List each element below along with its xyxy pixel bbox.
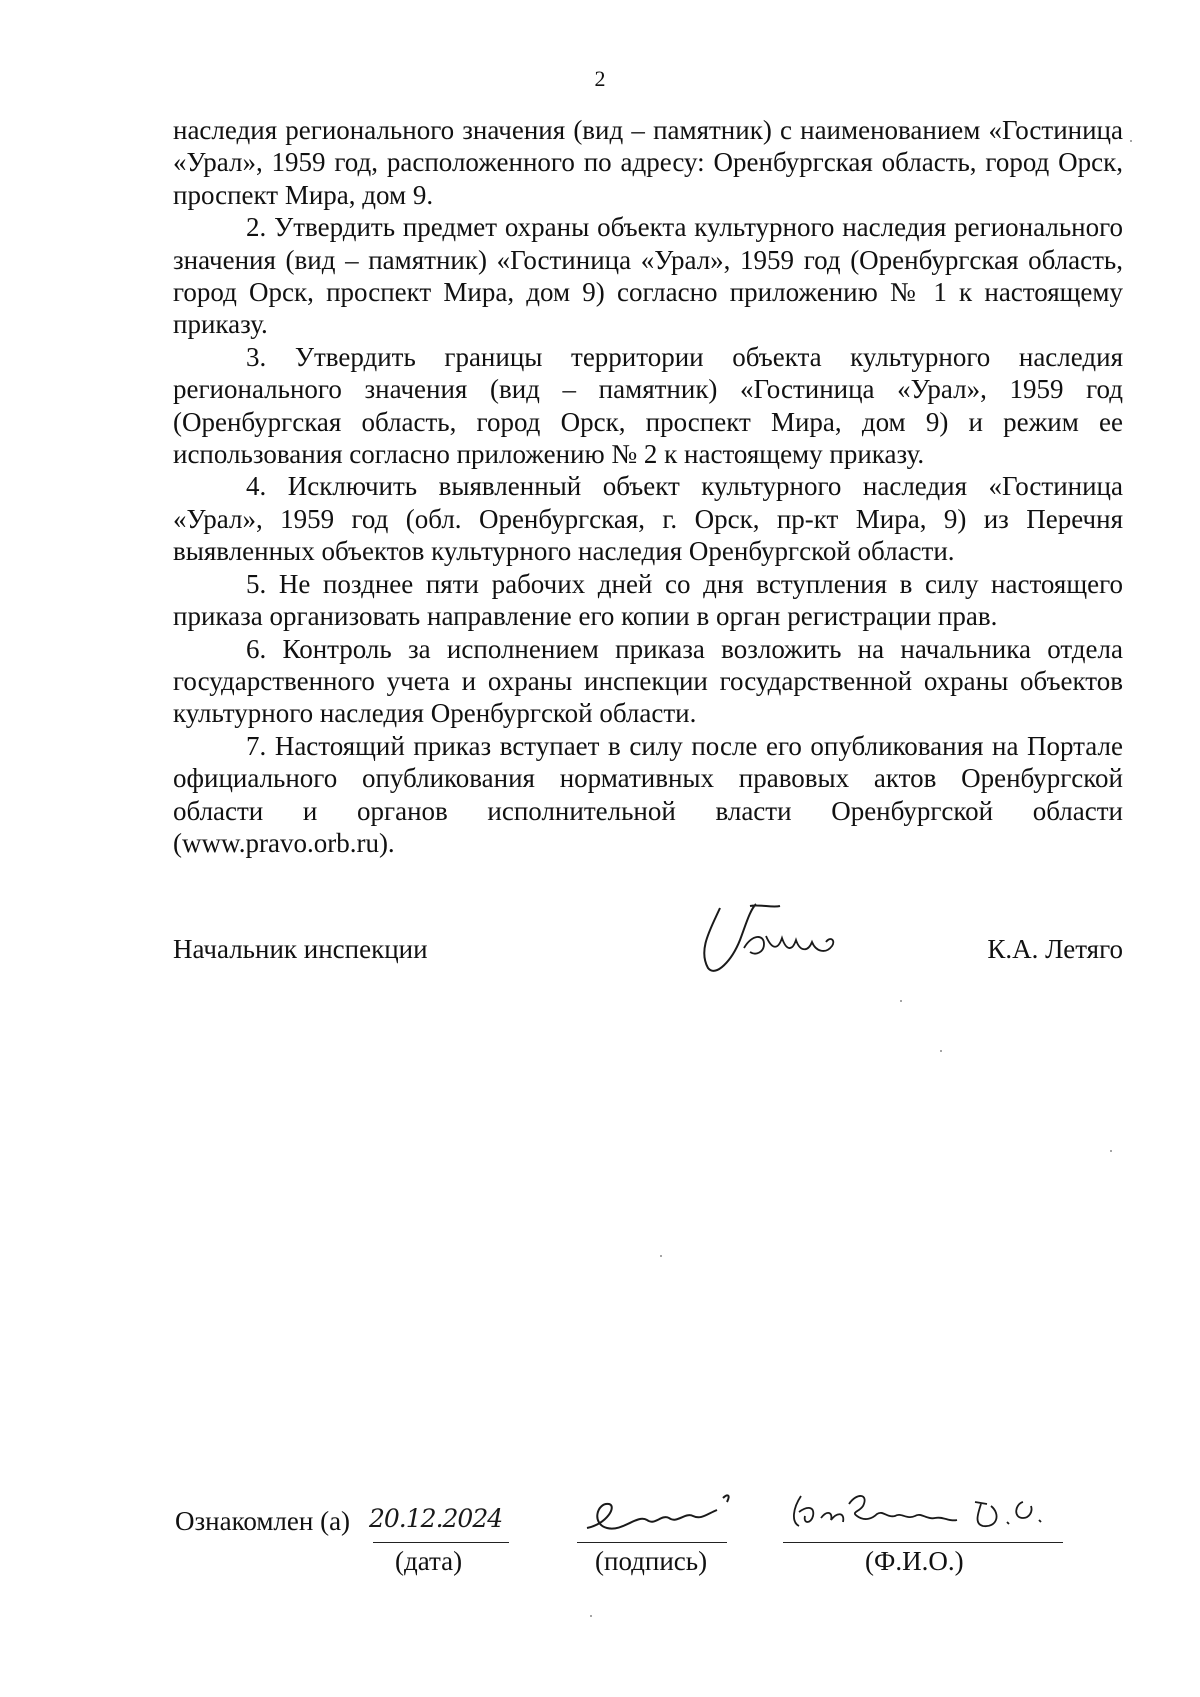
paragraph-item-3: 3. Утвердить границы территории объекта культурного наследия регионального значения (вид – памятник) «Гостиница «Урал», 1959 год (Оренбургская область, город Орск, проспект Мира, дом 9) и режим ее использования согласно приложению № 2 к настоящему приказу. [173,341,1123,470]
signer-position: Начальник инспекции [173,934,428,964]
handwritten-fio [787,1482,1087,1542]
scan-speck [660,1255,662,1257]
fio-caption: (Ф.И.О.) [865,1546,964,1576]
paragraph-item-2: 2. Утвердить предмет охраны объекта культурного наследия регионального значения (вид – памятник) «Гостиница «Урал», 1959 год (Оренбургская область, город Орск, проспект Мира, дом 9) согласно приложению № 1 к настоящему приказу. [173,212,1123,340]
handwritten-signature [680,890,860,980]
signature-block [173,934,1123,974]
acknowledgement-label: Ознакомлен (а) [175,1506,351,1536]
scan-speck [1130,140,1132,142]
paragraph-item-7: 7. Настоящий приказ вступает в силу после его опубликования на Портале официального опубликования нормативных правовых актов Оренбургской области и органов исполнительной власти Оренбургской области (www.pravo.orb.ru). [173,730,1123,858]
date-underline [373,1542,509,1543]
scan-speck [940,1050,942,1052]
paragraph-item-6: 6. Контроль за исполнением приказа возложить на начальника отдела государственного учета и охраны инспекции государственной охраны объектов культурного наследия Оренбургской области. [173,633,1123,729]
scan-speck [590,1615,592,1617]
scan-speck [1110,1150,1112,1152]
acknowledgement-signature [577,1484,747,1544]
page-number: 2 [594,66,606,91]
document-body [173,114,1123,859]
fio-underline [783,1542,1063,1543]
paragraph-continuation: наследия регионального значения (вид – памятник) с наименованием «Гостиница «Урал», 1959 год, расположенного по адресу: Оренбургская область, город Орск, проспект Мира, дом 9. [173,115,1123,210]
paragraph-item-4: 4. Исключить выявленный объект культурного наследия «Гостиница «Урал», 1959 год (обл. Оренбургская, г. Орск, пр-кт Мира, 9) из Перечня выявленных объектов культурного наследия Оренбургской области. [173,471,1123,567]
paragraph-item-5: 5. Не позднее пяти рабочих дней со дня вступления в силу настоящего приказа организовать направление его копии в орган регистрации прав. [173,568,1123,632]
date-caption: (дата) [395,1546,463,1576]
signature-caption: (подпись) [595,1546,708,1576]
acknowledgement-date: 20.12.2024 [369,1504,503,1533]
signer-name: К.А. Летяго [987,934,1123,964]
scan-speck [900,1000,902,1002]
acknowledgement-block [175,1506,1095,1596]
